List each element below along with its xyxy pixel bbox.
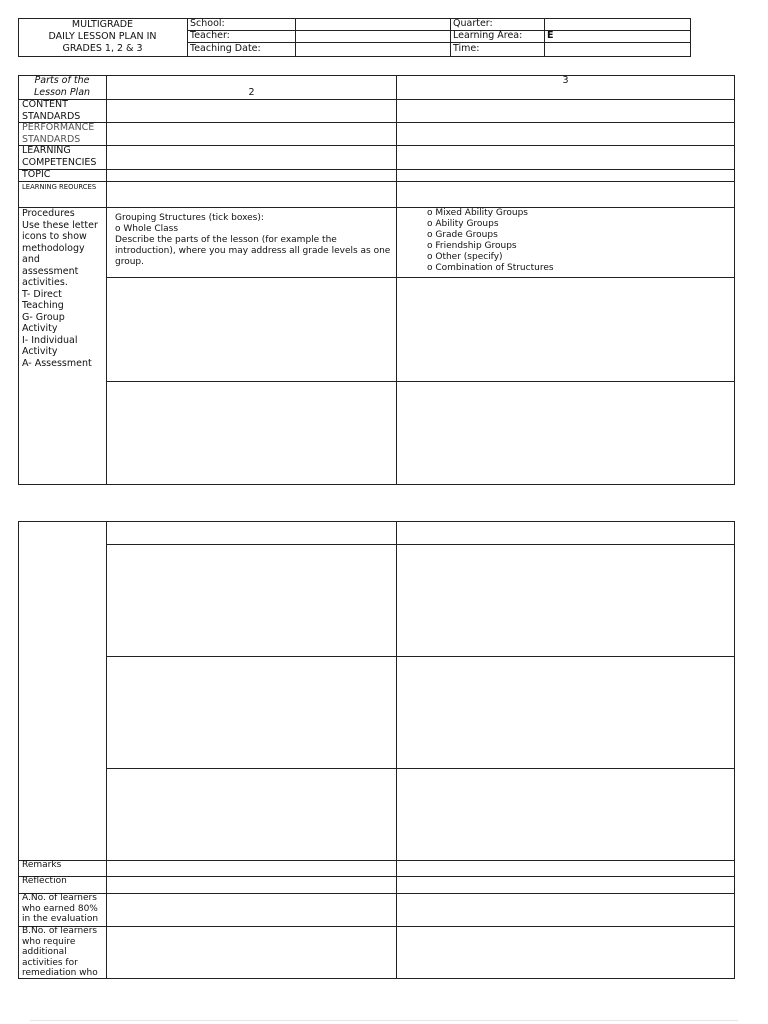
t2-row-1-grade-3-cell[interactable] <box>397 522 734 544</box>
performance-standards-grade-3-cell[interactable] <box>397 123 734 145</box>
t2-row-3-grade-2-cell[interactable] <box>107 657 396 768</box>
form-title-line-1: MULTIGRADE <box>71 19 134 30</box>
parts-header-line-2: Lesson Plan <box>33 87 91 98</box>
grade-2-header: 2 <box>248 87 255 98</box>
topic-grade-3-cell[interactable] <box>397 170 734 181</box>
time-label: Time: <box>453 43 480 54</box>
remarks-grade-3-cell[interactable] <box>397 861 734 876</box>
t2-row-2-grade-2-cell[interactable] <box>107 545 396 656</box>
learning-competencies-grade-3-cell[interactable] <box>397 146 734 169</box>
learning-competencies-grade-2-cell[interactable] <box>107 146 396 169</box>
teacher-field[interactable] <box>296 31 449 42</box>
grouping-options: o Mixed Ability Groups o Ability Groups o Grade Groups o Friendship Groups o Other (specify) o Combination of Structures <box>427 208 554 273</box>
reflection-label: Reflection <box>22 876 67 886</box>
procedure-2-grade-3-cell[interactable] <box>397 382 734 484</box>
reflection-grade-2-cell[interactable] <box>107 877 396 893</box>
teacher-label: Teacher: <box>190 30 230 41</box>
school-field[interactable] <box>296 19 449 30</box>
form-title-line-3: GRADES 1, 2 & 3 <box>62 43 143 54</box>
content-standards-grade-2-cell[interactable] <box>107 100 396 122</box>
remediation-grade-2-cell[interactable] <box>107 927 396 978</box>
learning-resources-grade-3-cell[interactable] <box>397 182 734 207</box>
procedures-label: Procedures Use these letter icons to show methodology and assessment activities. T- Direct Teaching G- Group Activity I- Individual Activity A- Assessment <box>22 208 98 369</box>
grouping-structures-text: Grouping Structures (tick boxes): o Whole Class Describe the parts of the lesson (for example the introduction), where you may address all grade levels as one group. <box>115 213 391 267</box>
learners-80-grade-2-cell[interactable] <box>107 894 396 926</box>
learning-resources-label: LEARNING REOURCES <box>22 183 97 191</box>
procedure-1-grade-2-cell[interactable] <box>107 278 396 381</box>
topic-label: TOPIC <box>22 169 51 180</box>
reflection-grade-3-cell[interactable] <box>397 877 734 893</box>
learning-area-label: Learning Area: <box>453 30 523 41</box>
teaching-date-label: Teaching Date: <box>190 43 261 54</box>
performance-standards-grade-2-cell[interactable] <box>107 123 396 145</box>
learning-competencies-label: LEARNING COMPETENCIES <box>22 145 97 168</box>
content-standards-label: CONTENT STANDARDS <box>22 99 81 122</box>
learners-remediation-label: B.No. of learners who require additional activities for remediation who <box>22 926 98 978</box>
remarks-grade-2-cell[interactable] <box>107 861 396 876</box>
procedure-1-grade-3-cell[interactable] <box>397 278 734 381</box>
learners-80-grade-3-cell[interactable] <box>397 894 734 926</box>
procedure-2-grade-2-cell[interactable] <box>107 382 396 484</box>
learning-area-value[interactable]: E <box>547 30 554 41</box>
learners-80-percent-label: A.No. of learners who earned 80% in the evaluation <box>22 893 99 924</box>
quarter-field[interactable] <box>545 19 689 30</box>
t2-row-2-grade-3-cell[interactable] <box>397 545 734 656</box>
remarks-label: Remarks <box>22 860 62 870</box>
t2-row-1-grade-2-cell[interactable] <box>107 522 396 544</box>
remediation-grade-3-cell[interactable] <box>397 927 734 978</box>
teaching-date-field[interactable] <box>296 43 449 55</box>
grade-3-header: 3 <box>562 75 569 86</box>
quarter-label: Quarter: <box>453 18 493 29</box>
t2-row-3-grade-3-cell[interactable] <box>397 657 734 768</box>
topic-grade-2-cell[interactable] <box>107 170 396 181</box>
page-separator <box>30 1020 738 1021</box>
performance-standards-label: PERFORMANCE STANDARDS <box>22 122 95 145</box>
school-label: School: <box>190 18 225 29</box>
t2-row-4-grade-3-cell[interactable] <box>397 769 734 860</box>
learning-resources-grade-2-cell[interactable] <box>107 182 396 207</box>
form-title-line-2: DAILY LESSON PLAN IN <box>48 31 157 42</box>
t2-row-4-grade-2-cell[interactable] <box>107 769 396 860</box>
parts-header-line-1: Parts of the <box>34 75 90 86</box>
content-standards-grade-3-cell[interactable] <box>397 100 734 122</box>
time-field[interactable] <box>545 43 689 55</box>
